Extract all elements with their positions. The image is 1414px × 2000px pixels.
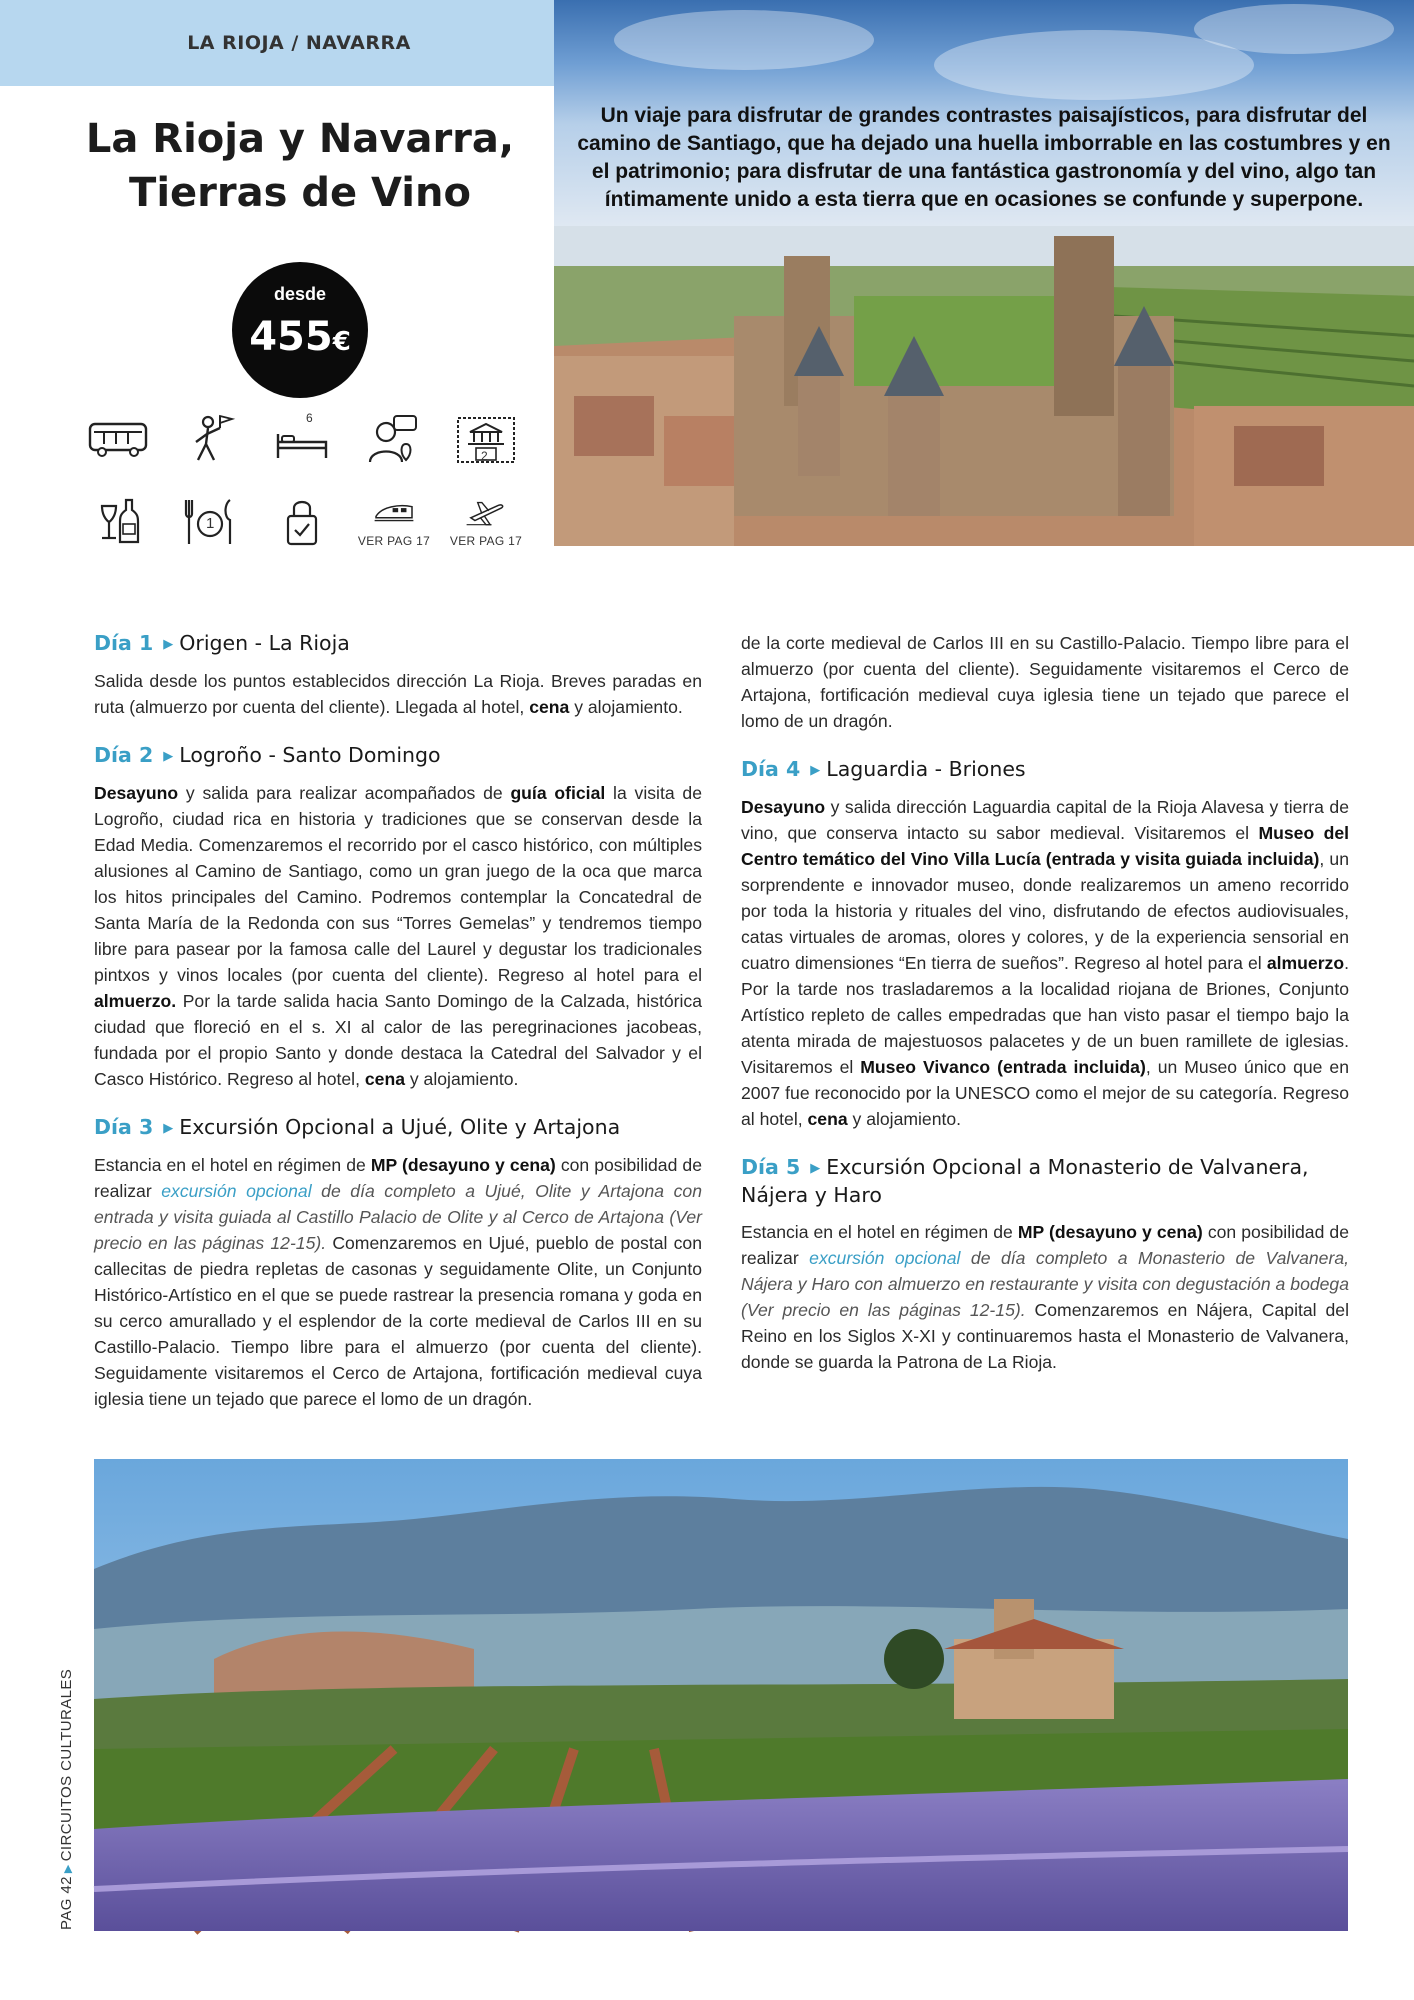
text-segment: Comenzaremos en Ujué, pueblo de postal con callecitas de piedra repletas de casonas y seguidamente Olite, un Conjunto Histórico-Artístico en el que se puede rastrear la presencia romana y goda en su cerco amurallado y el esplendor de la corte medieval de Carlos III en su Castillo-Palacio. Tiempo libre para el almuerzo (por cuenta del cliente). Seguidamente visitaremos el Cerco de Artajona, fortificación medieval cuya iglesia tiene un tejado que parece el lomo de un dragón.	[94, 1233, 702, 1409]
text-segment: Museo Vivanco (entrada incluida)	[860, 1057, 1146, 1077]
day-4-heading	[741, 756, 1349, 784]
text-segment: Museo del Centro temático del Vino Villa Lucía (entrada y visita guiada incluida)	[741, 823, 1350, 869]
page-number: PAG 42	[58, 1876, 75, 1930]
day-5-number: Día 5	[741, 1155, 801, 1179]
bus-icon	[70, 410, 166, 470]
day-3-text-continued: de la corte medieval de Carlos III en su Castillo-Palacio. Tiempo libre para el almuerzo (por cuenta del cliente). Seguidamente visitaremos el Cerco de Artajona, fortificación medieval cuya iglesia tiene un tejado que parece el lomo de un dragón.	[741, 633, 1349, 731]
text-segment: y alojamiento.	[404, 1069, 519, 1089]
day-1-heading	[94, 630, 702, 658]
price-badge	[232, 262, 368, 398]
text-segment: de día completo a Monasterio de Valvanera, Nájera y Haro con almuerzo en restaurante y visita con degustación a bodega (Ver precio en las páginas 12-15).	[741, 1248, 1349, 1320]
text-segment: con posibilidad de realizar	[741, 1222, 1349, 1268]
itinerary-left-column	[94, 630, 702, 1409]
train-caption: VER PAG 17	[357, 533, 431, 548]
vineyard-landscape-photo	[94, 1459, 1348, 1931]
train-icon	[346, 492, 442, 552]
guide-icon	[162, 410, 258, 470]
olite-castle-photo	[554, 226, 1414, 546]
text-segment: , un sorprendente e innovador museo, donde realizaremos un ameno recorrido por toda la historia y rituales del vino, disfrutando de efectos audiovisuales, catas virtuales de aromas, olores y colores, y de la experiencia sensorial en cuatro dimensiones “En tierra de sueños”. Regreso al hotel para el	[741, 849, 1349, 973]
chevron-right-icon: ▶	[163, 749, 174, 764]
day-5-heading	[741, 1154, 1349, 1209]
day-5	[741, 1154, 1349, 1375]
day-1-text	[94, 668, 702, 720]
day-3-continued	[741, 630, 1349, 734]
day-2-heading	[94, 742, 702, 770]
text-segment: Desayuno	[94, 783, 179, 803]
text-segment: excursión opcional	[809, 1248, 961, 1268]
text-segment: y salida para realizar acompañados de	[178, 783, 511, 803]
day-2-route: Logroño - Santo Domingo	[179, 743, 441, 767]
day-4-number: Día 4	[741, 757, 801, 781]
meal-icon	[162, 492, 258, 552]
day-4-text	[741, 794, 1349, 1132]
day-1-route: Origen - La Rioja	[179, 631, 350, 655]
day-3-text	[94, 1152, 702, 1409]
text-segment: Desayuno	[741, 797, 826, 817]
day-3-number: Día 3	[94, 1115, 154, 1139]
price-prefix: desde	[273, 284, 327, 304]
text-segment: almuerzo	[1266, 953, 1345, 973]
meals-count: 1	[206, 515, 215, 532]
price-amount	[232, 314, 368, 360]
price-currency: €	[332, 327, 351, 357]
text-segment: la visita de Logroño, ciudad rica en historia y tradiciones que se conservan desde la Edad Media. Comenzaremos el recorrido por el casco histórico, con múltiples alusiones al Camino de Santiago, como un gran juego de la oca que marca los hitos principales del Camino. Podremos contemplar la Concatedral de Santa María de la Redonda con sus “Torres Gemelas” y tendremos tiempo libre para pasear por la famosa calle del Laurel y degustar los tradicionales pintxos y vinos locales (por cuenta del cliente). Regreso al hotel para el	[94, 783, 702, 985]
day-3-heading	[94, 1114, 702, 1142]
chevron-right-icon: ▶	[163, 637, 174, 652]
text-segment: Estancia en el hotel en régimen de	[741, 1222, 1018, 1242]
text-segment: Estancia en el hotel en régimen de	[94, 1155, 371, 1175]
text-segment: MP (desayuno y cena)	[1017, 1222, 1203, 1242]
text-segment: con posibilidad de realizar	[94, 1155, 702, 1201]
text-segment: cena	[364, 1069, 405, 1089]
chevron-right-icon: ▶	[810, 1161, 821, 1176]
day-3-route: Excursión Opcional a Ujué, Olite y Artajona	[179, 1115, 621, 1139]
day-5-text	[741, 1219, 1349, 1375]
bed-icon	[254, 410, 350, 470]
region-label: LA RIOJA / NAVARRA	[0, 0, 554, 86]
nights-count: 6	[306, 411, 313, 425]
title-line-2: Tierras de Vino	[129, 170, 471, 216]
section-name: CIRCUITOS CULTURALES	[58, 1668, 75, 1862]
price-value: 455	[249, 314, 333, 360]
day-2	[94, 742, 702, 1092]
day-4	[741, 756, 1349, 1132]
intro-text: Un viaje para disfrutar de grandes contrastes paisajísticos, para disfrutar del camino de Santiago, que ha dejado una huella imborrable en las costumbres y en el patrimonio; para disfrutar de una fantástica gastronomía y del vino, algo tan íntimamente unido a esta tierra que en ocasiones se confunde y superpone.	[577, 104, 1391, 211]
day-4-route: Laguardia - Briones	[826, 757, 1026, 781]
title-line-1: La Rioja y Navarra,	[85, 116, 515, 162]
text-segment: y alojamiento.	[847, 1109, 962, 1129]
text-segment: Salida desde los puntos establecidos dirección La Rioja. Breves paradas en ruta (almuerzo por cuenta del cliente). Llegada al hotel,	[94, 671, 702, 717]
itinerary-right-column	[741, 630, 1349, 1397]
text-segment: . Por la tarde nos trasladaremos a la localidad riojana de Briones, Conjunto Artístico repleto de calles empedradas que han visto pasar el tiempo bajo la atenta mirada de majestuosos palacetes y de un buen ramillete de iglesias. Visitaremos el	[741, 953, 1349, 1077]
text-segment: MP (desayuno y cena)	[370, 1155, 556, 1175]
text-segment: y alojamiento.	[569, 697, 683, 717]
vineyard-illustration	[94, 1459, 1348, 1931]
text-segment: guía oficial	[510, 783, 606, 803]
plane-icon	[438, 492, 534, 552]
text-segment: Comenzaremos en Nájera, Capital del Reino en los Siglos X-XI y continuaremos hasta el Monasterio de Valvanera, donde se guarda la Patrona de La Rioja.	[741, 1300, 1349, 1372]
day-5-route: Excursión Opcional a Monasterio de Valvanera, Nájera y Haro	[741, 1155, 1309, 1207]
text-segment: cena	[807, 1109, 848, 1129]
chevron-right-icon: ▶	[62, 1864, 74, 1874]
page-footer	[58, 1669, 75, 1930]
page-title	[30, 112, 570, 220]
plane-caption: VER PAG 17	[449, 533, 523, 548]
day-2-number: Día 2	[94, 743, 154, 767]
wine-icon	[70, 492, 166, 552]
text-segment: almuerzo.	[94, 991, 177, 1011]
castle-illustration	[554, 226, 1414, 546]
tickets-count: 2	[481, 449, 488, 463]
text-segment: Por la tarde salida hacia Santo Domingo de la Calzada, histórica ciudad que floreció en el s. XI al calor de las peregrinaciones jacobeas, fundada por el propio Santo y donde destaca la Catedral del Salvador y el Casco Histórico. Regreso al hotel,	[94, 991, 702, 1089]
text-segment: de día completo a Ujué, Olite y Artajona con entrada y visita guiada al Castillo Palacio de Olite y al Cerco de Artajona (Ver precio en las páginas 12-15).	[94, 1181, 702, 1253]
local-guide-icon	[346, 410, 442, 470]
day-1-number: Día 1	[94, 631, 154, 655]
chevron-right-icon: ▶	[810, 763, 821, 778]
day-2-text	[94, 780, 702, 1092]
text-segment: , un Museo único que en 2007 fue reconocido por la UNESCO como el mejor de su categoría. Regreso al hotel,	[741, 1057, 1349, 1129]
text-segment: cena	[529, 697, 570, 717]
tickets-icon	[438, 410, 534, 470]
day-1	[94, 630, 702, 720]
text-segment: excursión opcional	[161, 1181, 312, 1201]
text-segment: y salida dirección Laguardia capital de la Rioja Alavesa y tierra de vino, que conserva intacto su sabor medieval. Visitaremos el	[741, 797, 1349, 843]
day-3	[94, 1114, 702, 1409]
insurance-icon	[254, 492, 350, 552]
services-icons	[70, 410, 540, 550]
chevron-right-icon: ▶	[163, 1121, 174, 1136]
